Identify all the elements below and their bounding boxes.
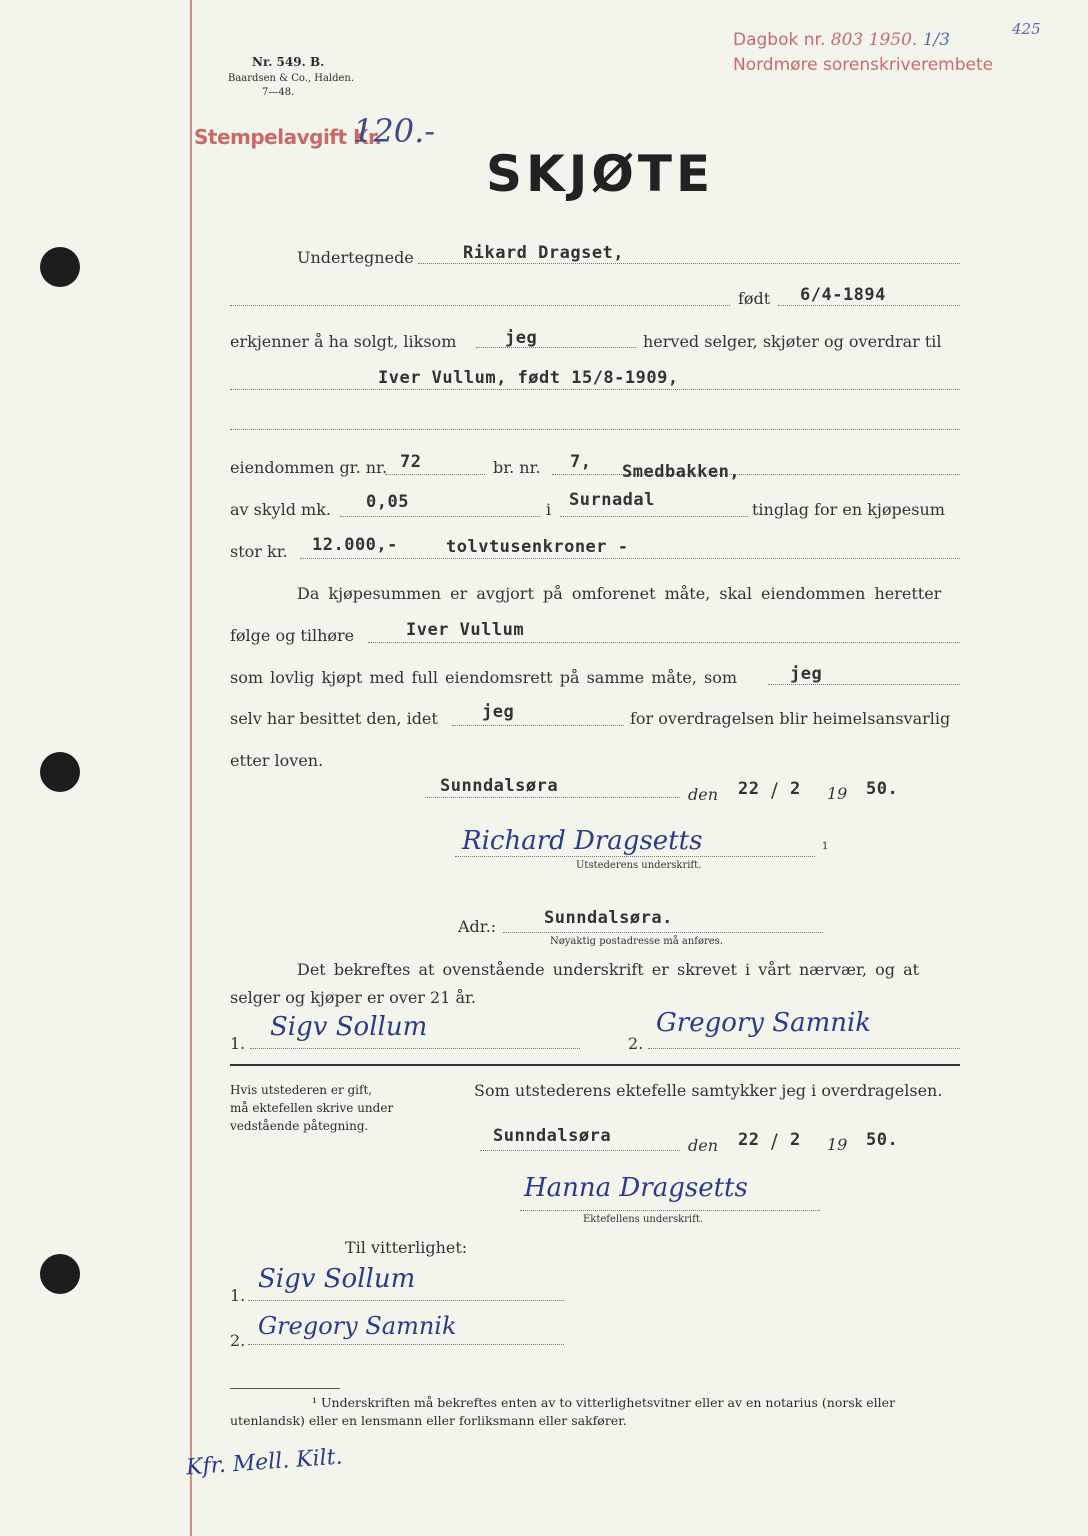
registry-stamp-line1 — [733, 30, 950, 50]
seller-label: Undertegnede — [297, 248, 414, 267]
attest-1-number: 1. — [230, 1286, 246, 1305]
buyer-name: Iver Vullum, født 15/8-1909, — [378, 368, 679, 388]
amount-value: 12.000,- — [312, 535, 398, 555]
seller-dotted-line — [418, 263, 960, 264]
den-label-2: den — [688, 1136, 719, 1155]
heimel-text: for overdragelsen blir heimelsansvarlig — [630, 709, 951, 728]
spouse-signature-caption: Ektefellens underskrift. — [583, 1214, 704, 1225]
municipality: Surnadal — [569, 490, 655, 510]
footnote-rule — [230, 1388, 340, 1389]
follow-dotted-line — [368, 642, 960, 643]
skyld-label: av skyld mk. — [230, 500, 332, 519]
lawful-text: som lovlig kjøpt med full eiendomsrett på samme måte, som — [230, 668, 738, 687]
witness-1-number: 1. — [230, 1034, 246, 1053]
witness-2-line — [648, 1048, 960, 1049]
self-text: selv har besittet den, idet — [230, 709, 438, 728]
spouse-signature: Hanna Dragsetts — [524, 1173, 748, 1203]
confirmation-line-2: selger og kjøper er over 21 år. — [230, 988, 476, 1007]
paragraph-1: Da kjøpesummen er avgjort på omforenet måte, skal eiendommen heretter — [297, 584, 942, 603]
footnote-line-2: utenlandsk) eller en lensmann eller forliksmann eller sakfører. — [230, 1413, 627, 1428]
pronoun-dotted-line — [476, 347, 636, 348]
address-value: Sunndalsøra. — [544, 908, 673, 928]
form-number: Nr. 549. B. — [252, 55, 325, 69]
skyld-dotted-line — [340, 516, 540, 517]
issuer-signature: Richard Dragsetts — [462, 826, 703, 856]
attest-1-signature: Sigv Sollum — [258, 1264, 416, 1294]
month-1: 2 — [790, 779, 801, 799]
date-slash-1: / — [771, 778, 778, 802]
tinglag-text: tinglag for en kjøpesum — [752, 500, 945, 519]
i-label: i — [546, 500, 552, 519]
spouse-note-2: må ektefellen skrive under — [230, 1101, 394, 1115]
issuer-signature-line — [455, 856, 815, 857]
born-dotted-line — [778, 305, 960, 306]
lawful-dotted-line — [768, 684, 960, 685]
punch-hole-top — [40, 247, 80, 287]
gr-nr-label: eiendommen gr. nr. — [230, 458, 388, 477]
print-date: 7—48. — [262, 87, 295, 98]
printer-name: Baardsen & Co., Halden. — [228, 73, 355, 84]
attest-1-line — [248, 1300, 564, 1301]
century-2: 19 — [827, 1135, 848, 1154]
registry-number: 803 — [830, 30, 864, 50]
footnote-mark: 1 — [822, 841, 829, 852]
seller-birthdate: 6/4-1894 — [800, 285, 886, 305]
stor-label: stor kr. — [230, 542, 288, 561]
self-pronoun: jeg — [482, 702, 515, 722]
punch-hole-middle — [40, 752, 80, 792]
issuer-signature-caption: Utstederens underskrift. — [576, 860, 702, 871]
property-name: Smedbakken, — [622, 462, 741, 482]
address-caption: Nøyaktig postadresse må anføres. — [550, 936, 723, 947]
municipality-dotted-line — [560, 516, 748, 517]
blank-dotted-line — [230, 429, 960, 430]
address-dotted-line — [503, 932, 823, 933]
spouse-signature-line — [520, 1210, 820, 1211]
date-slash-2: / — [771, 1129, 778, 1153]
seller-second-line — [230, 305, 730, 306]
place-1: Sunndalsøra — [440, 776, 559, 796]
after-law-text: etter loven. — [230, 751, 324, 770]
sale-text-a: erkjenner å ha solgt, liksom — [230, 332, 457, 351]
place-2: Sunndalsøra — [493, 1126, 612, 1146]
br-nr-value: 7, — [570, 452, 592, 472]
page-title: SKJØTE — [486, 145, 715, 203]
confirmation-line-1: Det bekreftes at ovenstående underskrift er skrevet i vårt nærvær, og at — [297, 960, 920, 979]
witness-2-signature: Gregory Samnik — [656, 1008, 872, 1038]
attest-label: Til vitterlighet: — [345, 1238, 468, 1257]
year-2: 50. — [866, 1130, 899, 1150]
sale-text-b: herved selger, skjøter og overdrar til — [643, 332, 942, 351]
skyld-value: 0,05 — [366, 492, 409, 512]
margin-note: Kfr. Mell. Kilt. — [185, 1444, 344, 1481]
day-1: 22 — [738, 779, 760, 799]
follow-label: følge og tilhøre — [230, 626, 355, 645]
century-1: 19 — [827, 784, 848, 803]
attest-2-line — [248, 1344, 564, 1345]
day-2: 22 — [738, 1130, 760, 1150]
footnote-line-1: ¹ Underskriften må bekreftes enten av to vitterlighetsvitner eller av en notarius (norsk eller — [312, 1395, 896, 1410]
registry-stamp-line2: Nordmøre sorenskriverembete — [733, 55, 994, 75]
sale-pronoun: jeg — [505, 328, 538, 348]
born-label: født — [738, 289, 771, 308]
spouse-note-1: Hvis utstederen er gift, — [230, 1083, 373, 1097]
place-dotted-line-1 — [425, 797, 680, 798]
witness-2-number: 2. — [628, 1034, 644, 1053]
punch-hole-bottom — [40, 1254, 80, 1294]
month-2: 2 — [790, 1130, 801, 1150]
den-label-1: den — [688, 785, 719, 804]
witness-1-line — [250, 1048, 580, 1049]
spouse-consent: Som utstederens ektefelle samtykker jeg i overdragelsen. — [474, 1081, 943, 1100]
registry-page: 425 — [1012, 20, 1041, 38]
br-nr-label: br. nr. — [493, 458, 541, 477]
attest-2-signature: Gregory Samnik — [258, 1312, 457, 1340]
registry-year: 1950. — [868, 30, 918, 50]
gr-nr-value: 72 — [400, 452, 422, 472]
spouse-note-3: vedstående påtegning. — [230, 1119, 369, 1133]
seller-name: Rikard Dragset, — [463, 243, 625, 263]
br-nr-dotted-line — [552, 474, 960, 475]
margin-rule — [190, 0, 192, 1536]
follow-name: Iver Vullum — [406, 620, 525, 640]
stamp-duty-value: 120.- — [353, 112, 436, 150]
lawful-pronoun: jeg — [790, 664, 823, 684]
place-dotted-line-2 — [480, 1150, 680, 1151]
registry-prefix: Dagbok nr. — [733, 30, 826, 50]
amount-words: tolvtusenkroner - — [446, 537, 629, 557]
buyer-dotted-line — [230, 389, 960, 390]
section-divider — [230, 1064, 960, 1066]
amount-dotted-line — [300, 558, 960, 559]
gr-nr-dotted-line — [385, 474, 485, 475]
address-label: Adr.: — [458, 917, 497, 936]
stamp-duty-label: Stempelavgift Kr. — [194, 125, 382, 149]
witness-1-signature: Sigv Sollum — [270, 1012, 428, 1042]
registry-date: 1/3 — [922, 30, 951, 50]
year-1: 50. — [866, 779, 899, 799]
self-dotted-line — [452, 725, 624, 726]
attest-2-number: 2. — [230, 1331, 246, 1350]
